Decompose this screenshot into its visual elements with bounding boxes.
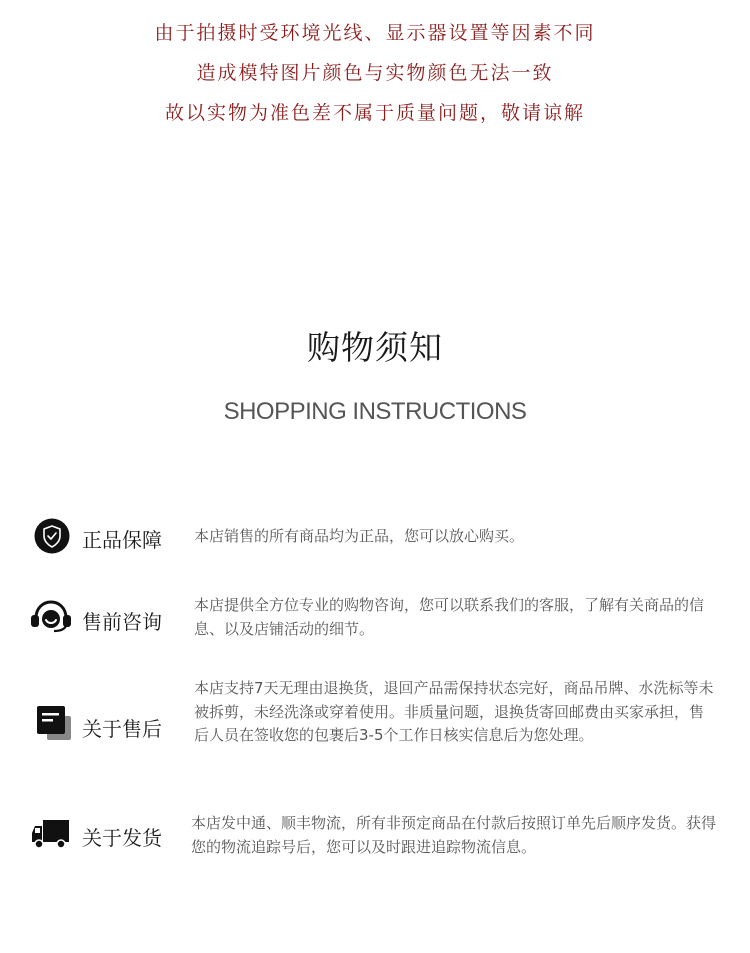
info-label: 关于发货 — [82, 826, 162, 850]
info-description: 本店提供全方位专业的购物咨询，您可以联系我们的客服，了解有关商品的信息、以及店铺活动的细节。 — [194, 596, 705, 638]
info-description: 本店发中通、顺丰物流，所有非预定商品在付款后按照订单先后顺序发货。获得您的物流追踪号后，您可以及时跟进追踪物流信息。 — [191, 814, 717, 856]
info-description: 本店销售的所有商品均为正品，您可以放心购买。 — [194, 527, 525, 545]
disclaimer-line-2: 造成模特图片颜色与实物颜色无法一致 — [196, 62, 554, 84]
disclaimer-line-3: 故以实物为准色差不属于质量问题，敬请谅解 — [164, 102, 585, 124]
info-label: 正品保障 — [82, 528, 162, 552]
document-icon — [35, 704, 73, 746]
disclaimer-line-1: 由于拍摄时受环境光线、显示器设置等因素不同 — [154, 22, 596, 44]
info-description: 本店支持7天无理由退换货，退回产品需保持状态完好，商品吊牌、水洗标等未被拆剪，未经洗涤或穿着使用。非质量问题，退换货寄回邮费由买家承担，售后人员在签收您的包裹后3-5个工作日核实信息后为您处理。 — [194, 679, 714, 744]
section-title: 购物须知 — [307, 328, 443, 367]
section-subtitle: SHOPPING INSTRUCTIONS — [223, 398, 527, 425]
shield-check-icon — [34, 518, 70, 558]
headset-icon — [28, 598, 74, 638]
info-label: 关于售后 — [82, 717, 162, 741]
truck-icon — [31, 818, 71, 854]
info-label: 售前咨询 — [82, 610, 162, 634]
